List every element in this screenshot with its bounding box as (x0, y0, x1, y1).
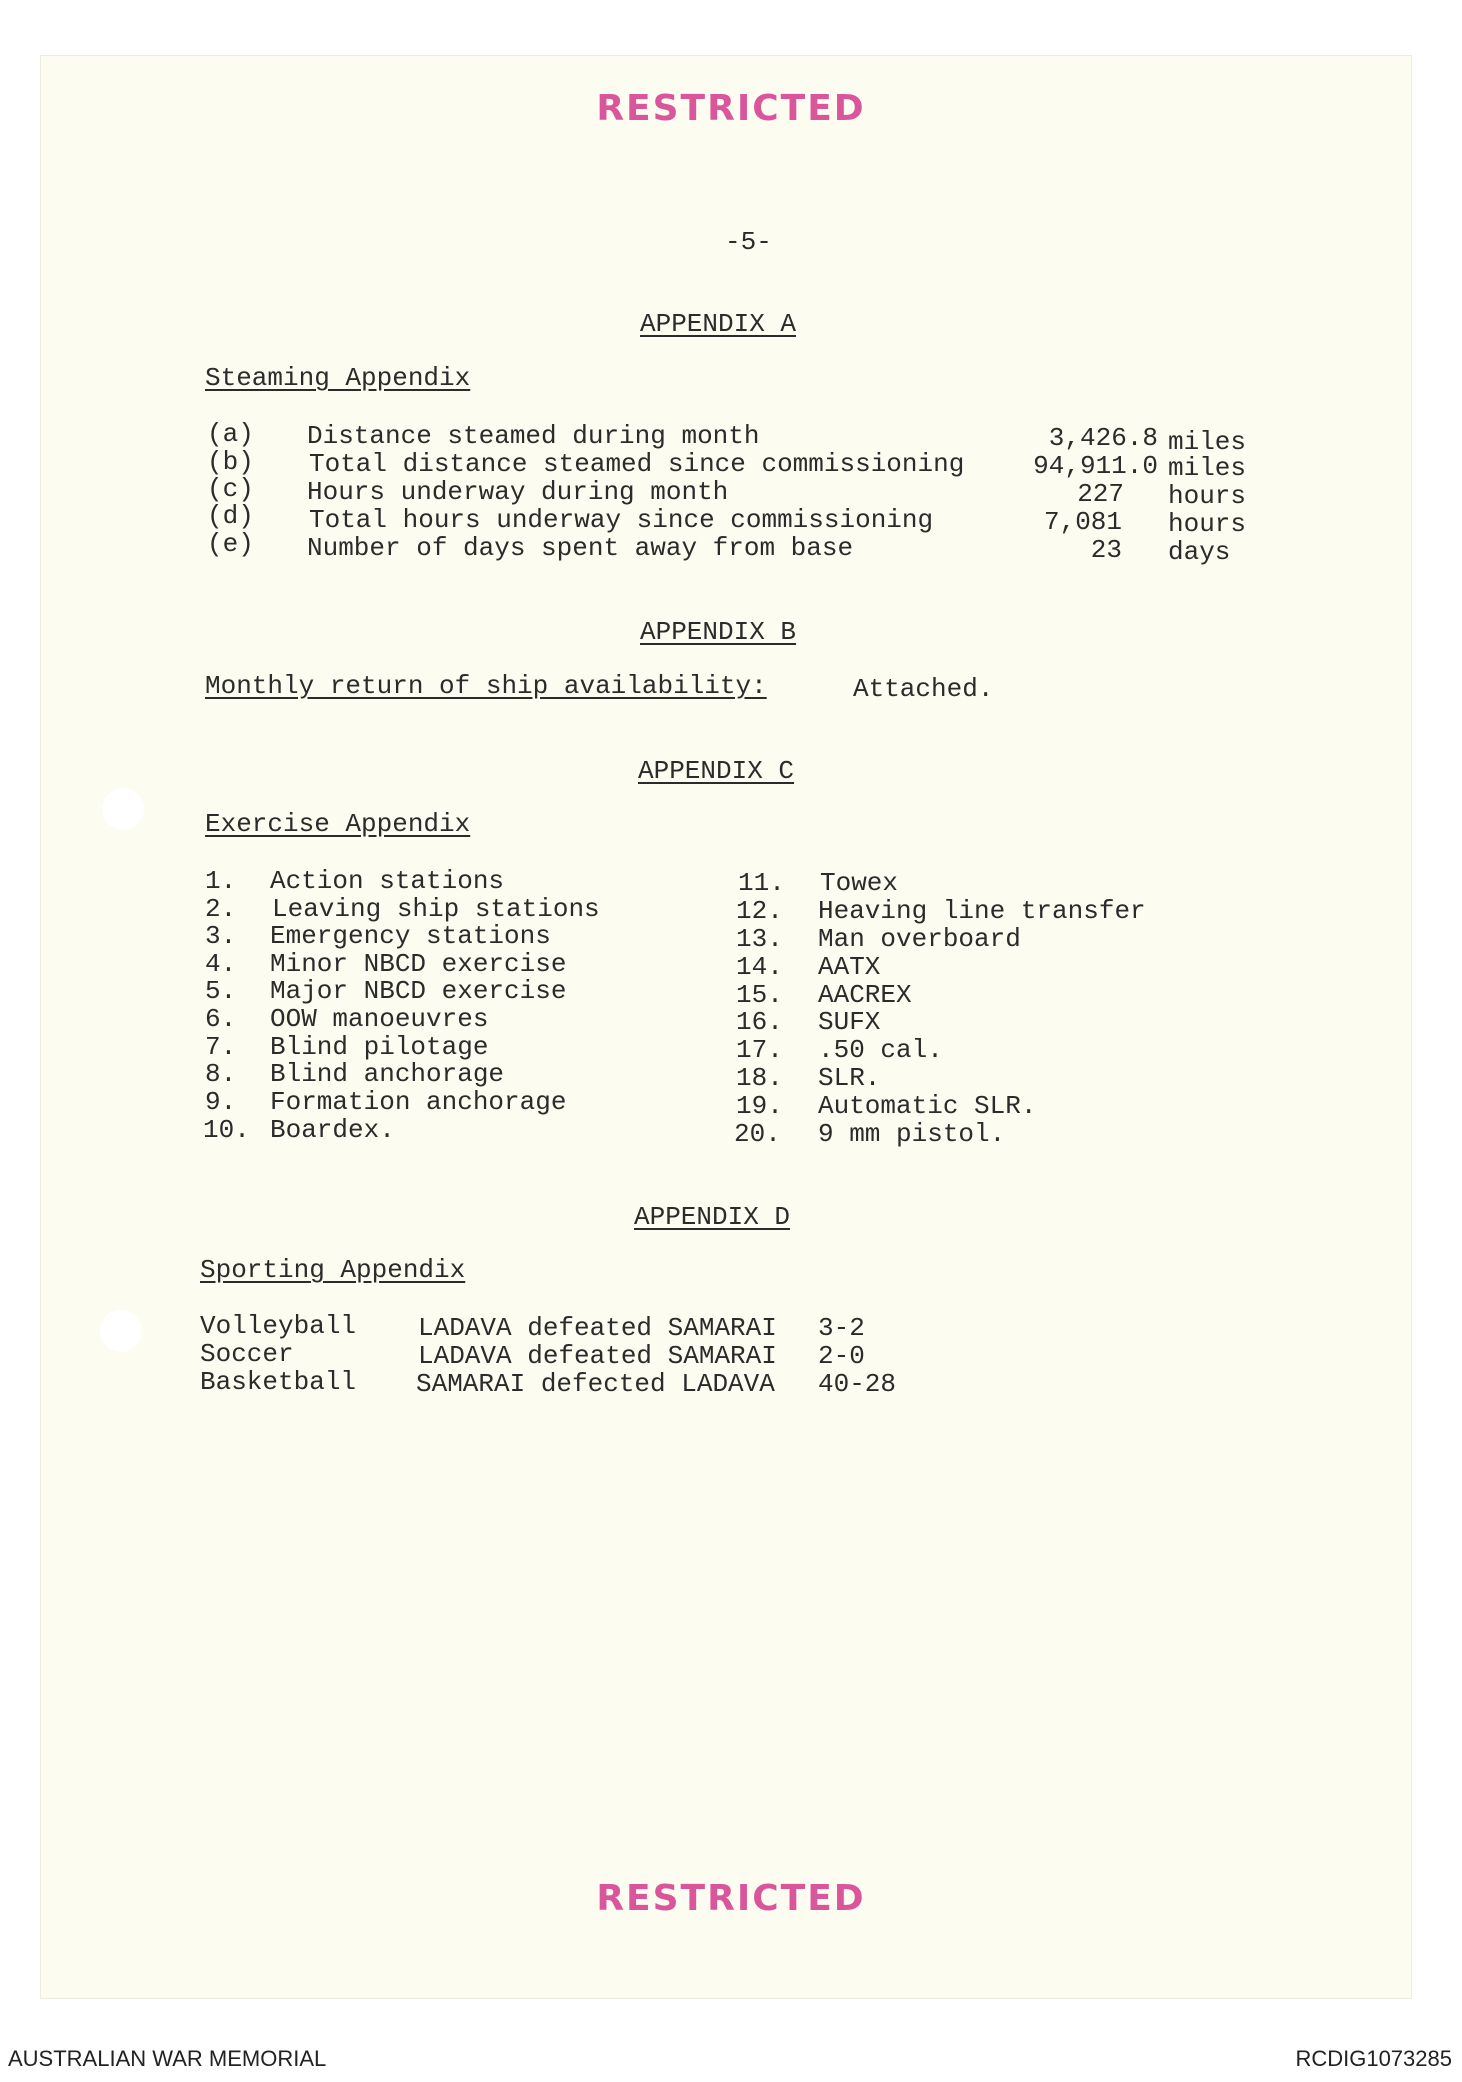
list-item: Blind anchorage (270, 1059, 505, 1089)
match-score: 3-2 (818, 1313, 865, 1343)
steaming-row-key: (e) (207, 529, 254, 559)
appendix-a-heading: APPENDIX A (640, 309, 797, 339)
steaming-row-key: (a) (207, 419, 254, 449)
sporting-appendix-title: Sporting Appendix (200, 1255, 466, 1285)
ship-availability-value: Attached. (853, 674, 994, 704)
steaming-row-desc: Number of days spent away from base (307, 533, 854, 563)
list-item-number: 11. (738, 868, 785, 898)
steaming-row-desc: Hours underway during month (307, 477, 729, 507)
list-item: SUFX (818, 1007, 881, 1037)
match-score: 40-28 (818, 1369, 897, 1399)
list-item-number: 5. (205, 976, 237, 1006)
list-item: Action stations (270, 866, 505, 896)
list-item: Automatic SLR. (818, 1091, 1037, 1121)
list-item-number: 16. (736, 1007, 783, 1037)
list-item-number: 7. (205, 1032, 237, 1062)
list-item: AATX (818, 952, 881, 982)
match-result: LADAVA defeated SAMARAI (418, 1313, 777, 1343)
page-number: -5- (725, 227, 772, 257)
list-item: OOW manoeuvres (270, 1004, 489, 1034)
list-item-number: 14. (736, 952, 783, 982)
appendix-d-heading: APPENDIX D (634, 1202, 791, 1232)
list-item-number: 13. (736, 924, 783, 954)
steaming-row-value: 227 (1077, 479, 1124, 509)
match-result: LADAVA defeated SAMARAI (418, 1341, 777, 1371)
sport-name: Soccer (200, 1339, 294, 1369)
list-item-number: 8. (205, 1059, 237, 1089)
list-item-number: 20. (734, 1119, 781, 1149)
appendix-c-heading: APPENDIX C (638, 756, 795, 786)
list-item: Major NBCD exercise (270, 976, 567, 1006)
steaming-row-key: (d) (207, 501, 254, 531)
steaming-row-value: 23 (1090, 535, 1122, 565)
steaming-row-desc: Distance steamed during month (307, 421, 760, 451)
restricted-stamp-bottom: RESTRICTED (596, 1878, 866, 1919)
list-item-number: 19. (736, 1091, 783, 1121)
list-item-number: 4. (205, 949, 237, 979)
steaming-row-unit: hours (1168, 509, 1247, 539)
punch-hole-lower (100, 1310, 142, 1352)
exercise-appendix-title: Exercise Appendix (205, 809, 471, 839)
list-item-number: 3. (205, 921, 237, 951)
list-item: Emergency stations (270, 921, 551, 951)
steaming-appendix-title: Steaming Appendix (205, 363, 471, 393)
list-item-number: 17. (736, 1035, 783, 1065)
punch-hole-upper (102, 788, 144, 830)
match-result: SAMARAI defected LADAVA (416, 1369, 775, 1399)
steaming-row-desc: Total hours underway since commissioning (309, 505, 934, 535)
list-item: SLR. (818, 1063, 881, 1093)
list-item: Towex (820, 868, 899, 898)
document-page (40, 55, 1412, 1999)
steaming-row-unit: hours (1168, 481, 1247, 511)
list-item-number: 9. (205, 1087, 237, 1117)
list-item: 9 mm pistol. (818, 1119, 1006, 1149)
steaming-row-desc: Total distance steamed since commissioning (309, 449, 965, 479)
appendix-b-heading: APPENDIX B (640, 617, 797, 647)
steaming-row-unit: miles (1168, 427, 1247, 457)
steaming-row-key: (b) (207, 447, 254, 477)
list-item: .50 cal. (818, 1035, 943, 1065)
steaming-row-value: 94,911.0 (1033, 451, 1158, 481)
list-item-number: 1. (205, 866, 237, 896)
sport-name: Basketball (200, 1367, 357, 1397)
list-item: Minor NBCD exercise (270, 949, 567, 979)
list-item-number: 18. (736, 1063, 783, 1093)
steaming-row-unit: miles (1168, 453, 1247, 483)
list-item: Leaving ship stations (272, 894, 600, 924)
restricted-stamp-top: RESTRICTED (596, 88, 866, 129)
list-item-number: 12. (736, 896, 783, 926)
steaming-row-value: 3,426.8 (1048, 423, 1158, 453)
steaming-row-value: 7,081 (1043, 507, 1122, 537)
list-item: Heaving line transfer (818, 896, 1146, 926)
list-item-number: 15. (736, 980, 783, 1010)
list-item: Formation anchorage (270, 1087, 567, 1117)
footer-catalog-id: RCDIG1073285 (1295, 2046, 1452, 2071)
steaming-row-unit: days (1168, 537, 1231, 567)
list-item-number: 2. (205, 894, 237, 924)
match-score: 2-0 (818, 1341, 865, 1371)
footer-source: AUSTRALIAN WAR MEMORIAL (8, 2046, 327, 2071)
list-item-number: 6. (205, 1004, 237, 1034)
sport-name: Volleyball (200, 1311, 357, 1341)
list-item: Blind pilotage (270, 1032, 489, 1062)
list-item: Man overboard (818, 924, 1021, 954)
list-item: AACREX (818, 980, 912, 1010)
steaming-row-key: (c) (207, 474, 254, 504)
ship-availability-label: Monthly return of ship availability: (205, 671, 767, 701)
list-item-number: 10. (203, 1115, 250, 1145)
list-item: Boardex. (270, 1115, 395, 1145)
